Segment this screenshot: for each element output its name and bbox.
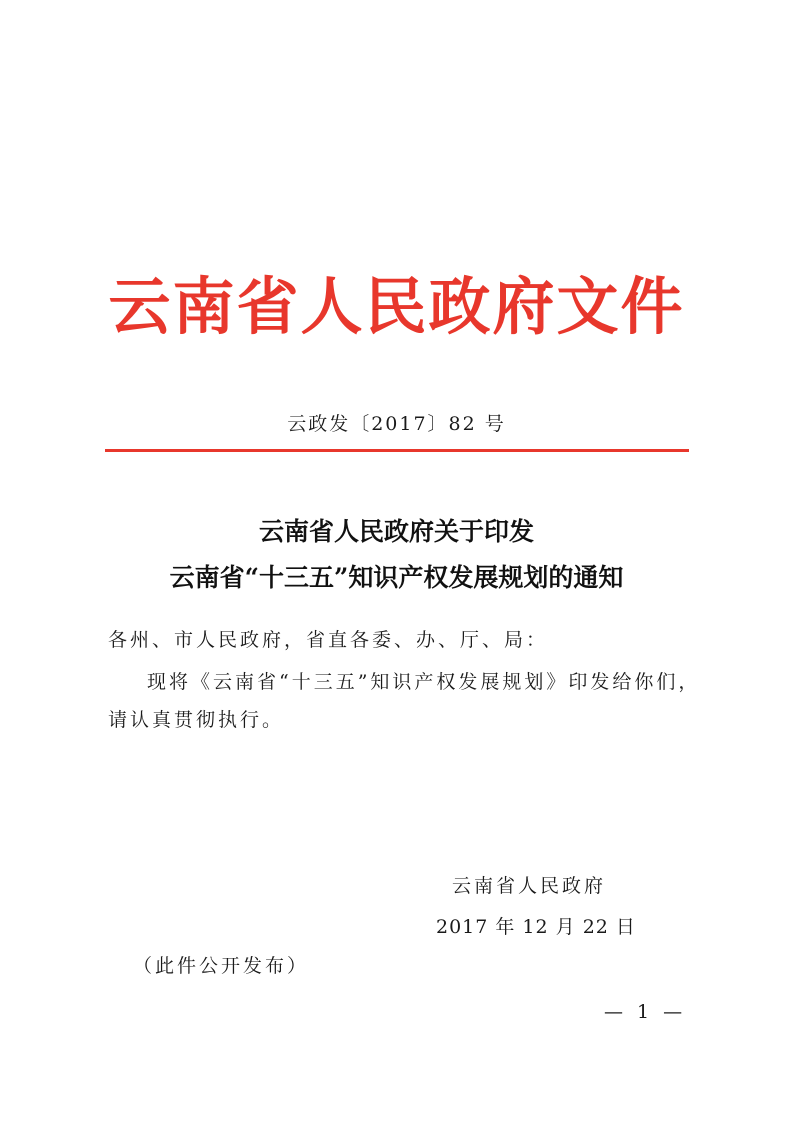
notice-title-line-2: 云南省“十三五”知识产权发展规划的通知	[169, 563, 624, 592]
notice-title-line-1: 云南省人民政府关于印发	[258, 517, 534, 546]
page-number: — 1 —	[604, 1001, 687, 1023]
issuing-authority: 云南省人民政府	[452, 875, 607, 897]
publication-note: （此件公开发布）	[133, 955, 310, 977]
red-divider-line	[105, 449, 689, 452]
issue-date: 2017 年 12 月 22 日	[436, 916, 636, 938]
body-paragraph-line-1: 现将《云南省“十三五”知识产权发展规划》印发给你们，	[147, 671, 701, 693]
document-number: 云政发〔2017〕82 号	[287, 413, 506, 435]
salutation: 各州、市人民政府，省直各委、办、厅、局：	[108, 629, 549, 651]
body-paragraph-line-2: 请认真贯彻执行。	[108, 709, 285, 731]
document-header-title: 云南省人民政府文件	[108, 270, 685, 343]
